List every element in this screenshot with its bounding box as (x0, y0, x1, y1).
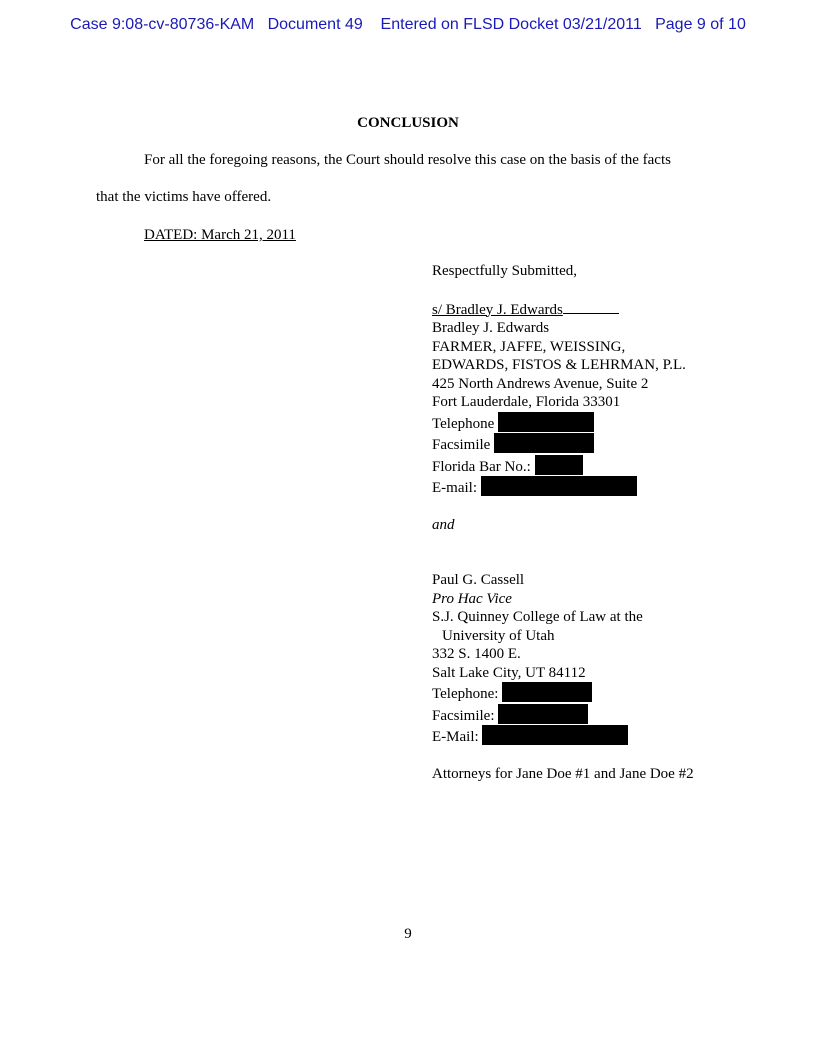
document-number: Document 49 (267, 16, 363, 33)
attorney-name: Bradley J. Edwards (432, 320, 550, 336)
conclusion-paragraph-line-2: that the victims have offered. (96, 189, 272, 205)
conclusion-paragraph-line-1: For all the foregoing reasons, the Court should resolve this case on the basis of the facts (144, 152, 671, 168)
co-counsel-facsimile-label: Facsimile: (432, 707, 495, 724)
signed-name: s/ Bradley J. Edwards (432, 301, 563, 318)
co-counsel-email-label: E-Mail: (432, 729, 479, 745)
conjunction: and (432, 516, 455, 533)
page-of: Page 9 of 10 (655, 16, 746, 33)
co-counsel-facsimile-line (432, 704, 694, 726)
redaction-box (535, 455, 583, 475)
facsimile-label: Facsimile (432, 437, 491, 453)
school-line-2: University of Utah (442, 627, 555, 644)
redaction-box (502, 682, 592, 702)
attorneys-for: Attorneys for Jane Doe #1 and Jane Doe #2 (432, 765, 694, 782)
redaction-box (481, 476, 637, 496)
pro-hac-vice: Pro Hac Vice (432, 590, 512, 607)
telephone-line (432, 412, 694, 434)
page-number: 9 (404, 926, 412, 942)
signature-line (432, 299, 694, 320)
address-line-1: 425 North Andrews Avenue, Suite 2 (432, 375, 649, 392)
co-counsel-telephone-line (432, 682, 694, 704)
firm-line-1: FARMER, JAFFE, WEISSING, (432, 338, 626, 355)
co-counsel-name: Paul G. Cassell (432, 572, 525, 588)
firm-line-2: EDWARDS, FISTOS & LEHRMAN, P.L. (432, 357, 686, 373)
co-counsel-email-line (432, 725, 694, 747)
closing: Respectfully Submitted, (432, 263, 577, 279)
redaction-box (482, 725, 628, 745)
co-counsel-address-1: 332 S. 1400 E. (432, 646, 521, 662)
bar-label: Florida Bar No.: (432, 458, 531, 475)
entered-docket: Entered on FLSD Docket 03/21/2011 (380, 16, 642, 33)
co-counsel-telephone-label: Telephone: (432, 686, 499, 702)
redaction-box (498, 412, 594, 432)
email-line (432, 476, 694, 498)
signature-block (432, 262, 694, 783)
school-line-1: S.J. Quinney College of Law at the (432, 609, 643, 625)
signature-underline (563, 299, 619, 314)
redaction-box (494, 433, 594, 453)
facsimile-line (432, 433, 694, 455)
co-counsel-address-2: Salt Lake City, UT 84112 (432, 664, 586, 681)
case-number: Case 9:08-cv-80736-KAM (70, 16, 255, 33)
address-line-2: Fort Lauderdale, Florida 33301 (432, 394, 621, 410)
docket-header (0, 16, 816, 34)
section-heading: CONCLUSION (357, 115, 459, 131)
bar-number-line (432, 455, 694, 477)
dated-line: DATED: March 21, 2011 (144, 227, 296, 243)
email-label: E-mail: (432, 480, 477, 496)
telephone-label: Telephone (432, 415, 495, 432)
redaction-box (498, 704, 588, 724)
